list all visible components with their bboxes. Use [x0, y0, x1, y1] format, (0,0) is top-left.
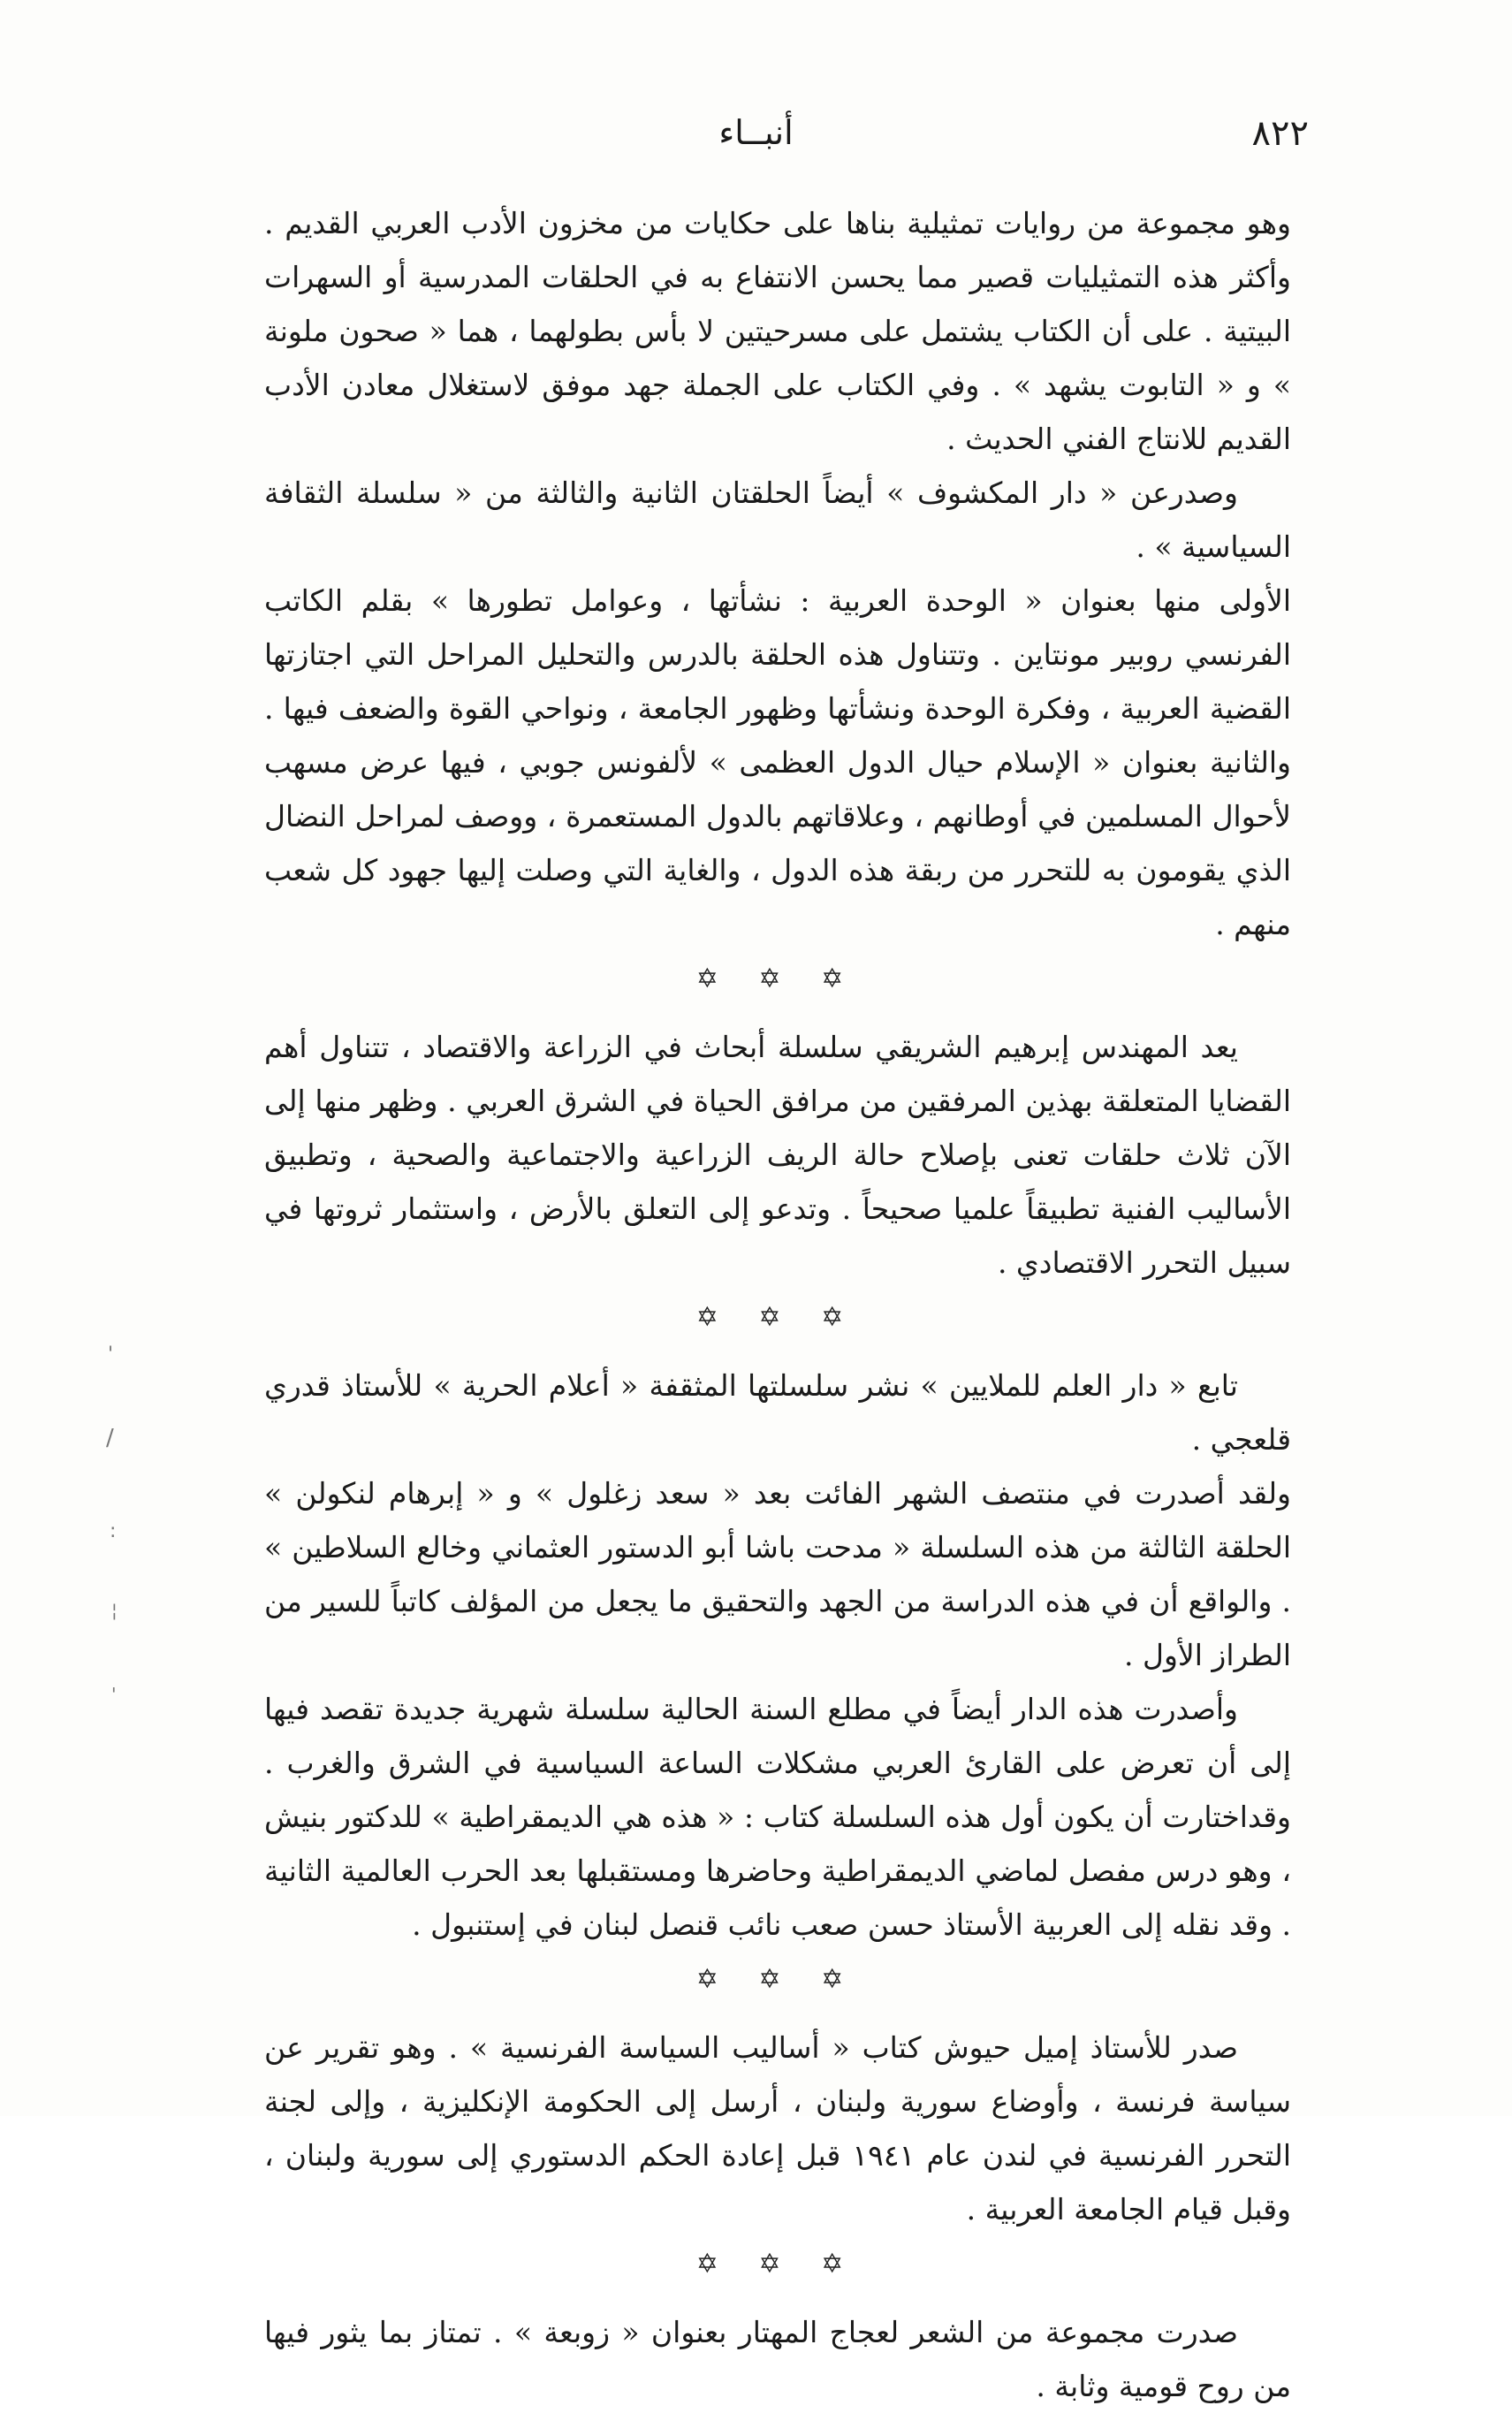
paragraph: الأولى منها بعنوان « الوحدة العربية : نشأتها ، وعوامل تطورها » بقلم الكاتب الفرنسي روبير مونتاين . وتتناول هذه الحلقة بالدرس والتحليل المراحل التي اجتازتها القضية العربية ، وفكرة الوحدة ونشأتها وظهور الجامعة ، ونواحي القوة والضعف فيها . والثانية بعنوان « الإسلام حيال الدول العظمى » لألفونس جوبي ، فيها عرض مسهب لأحوال المسلمين في أوطانهم ، وعلاقاتهم بالدول المستعمرة ، ووصف لمراحل النضال الذي يقومون به للتحرر من ربقة هذه الدول ، والغاية التي وصلت إليها جهود كل شعب منهم . — [264, 583, 1291, 941]
article-body — [264, 196, 1291, 2413]
scan-mark: ' — [111, 1684, 117, 1705]
section-agriculture-series — [264, 1020, 1291, 1290]
page-header — [203, 113, 1309, 166]
page-number: ٨٢٢ — [1251, 113, 1309, 154]
section-separator: ✡ ✡ ✡ — [695, 963, 860, 994]
section-poetry — [264, 2305, 1291, 2413]
scan-mark: / — [106, 1425, 114, 1451]
paragraph: يعد المهندس إبرهيم الشريقي سلسلة أبحاث في الزراعة والاقتصاد ، تتناول أهم القضايا المتعلقة بهذين المرفقين من مرافق الحياة في الشرق العربي . وظهر منها إلى الآن ثلاث حلقات تعنى بإصلاح حالة الريف الزراعية والاجتماعية والصحية ، وتطبيق الأساليب الفنية تطبيقاً علميا صحيحاً . وتدعو إلى التعلق بالأرض ، واستثمار ثروتها في سبيل التحرر الاقتصادي . — [264, 1030, 1291, 1280]
paragraph: صدرت مجموعة من الشعر لعجاج المهتار بعنوان « زوبعة » . تمتاز بما يثور فيها من روح قومية وثابة . — [264, 2315, 1291, 2403]
paragraph: تابع « دار العلم للملايين » نشر سلسلتها المثقفة « أعلام الحرية » للأستاذ قدري قلعجي . — [264, 1368, 1291, 1457]
paragraph: صدر للأستاذ إميل حيوش كتاب « أساليب السياسة الفرنسية » . وهو تقرير عن سياسة فرنسة ، وأوضاع سورية ولبنان ، أرسل إلى الحكومة الإنكليزية ، وإلى لجنة التحرر الفرنسية في لندن عام ١٩٤١ قبل إعادة الحكم الدستوري إلى سورية ولبنان ، وقبل قيام الجامعة العربية . — [264, 2030, 1291, 2227]
paragraph: وأصدرت هذه الدار أيضاً في مطلع السنة الحالية سلسلة شهرية جديدة تقصد فيها إلى أن تعرض على القارئ العربي مشكلات الساعة السياسية في الشرق والغرب . وقداختارت أن يكون أول هذه السلسلة كتاب : « هذه هي الديمقراطية » للدكتور بنيش ، وهو درس مفصل لماضي الديمقراطية وحاضرها ومستقبلها بعد الحرب العالمية الثانية . وقد نقله إلى العربية الأستاذ حسن صعب نائب قنصل لبنان في إستنبول . — [264, 1692, 1291, 1942]
paragraph: وصدرعن « دار المكشوف » أيضاً الحلقتان الثانية والثالثة من « سلسلة الثقافة السياسية » . — [264, 476, 1291, 564]
section-dar-almakshouf — [264, 196, 1291, 951]
section-dar-alilm — [264, 1359, 1291, 1952]
paragraph: وهو مجموعة من روايات تمثيلية بناها على حكايات من مخزون الأدب العربي القديم . وأكثر هذه التمثيليات قصير مما يحسن الانتفاع به في الحلقات المدرسية أو السهرات البيتية . على أن الكتاب يشتمل على مسرحيتين لا بأس بطولهما ، هما « صحون ملونة » و « التابوت يشهد » . وفي الكتاب على الجملة جهد موفق لاستغلال معادن الأدب القديم للانتاج الفني الحديث . — [264, 206, 1291, 456]
section-french-politics — [264, 2021, 1291, 2236]
scan-mark: : — [110, 1520, 117, 1542]
section-separator: ✡ ✡ ✡ — [695, 1964, 860, 1995]
running-title: أنبــاء — [718, 113, 794, 152]
section-separator: ✡ ✡ ✡ — [695, 2249, 860, 2280]
section-separator: ✡ ✡ ✡ — [695, 1302, 860, 1333]
scan-mark: ¦ — [111, 1600, 118, 1621]
paragraph: ولقد أصدرت في منتصف الشهر الفائت بعد « سعد زغلول » و « إبرهام لنكولن » الحلقة الثالثة من هذه السلسلة « مدحت باشا أبو الدستور العثماني وخالع السلاطين » . والواقع أن في هذه الدراسة من الجهد والتحقيق ما يجعل من المؤلف كاتباً للسير من الطراز الأول . — [264, 1476, 1291, 1672]
scan-mark: ' — [108, 1344, 114, 1366]
